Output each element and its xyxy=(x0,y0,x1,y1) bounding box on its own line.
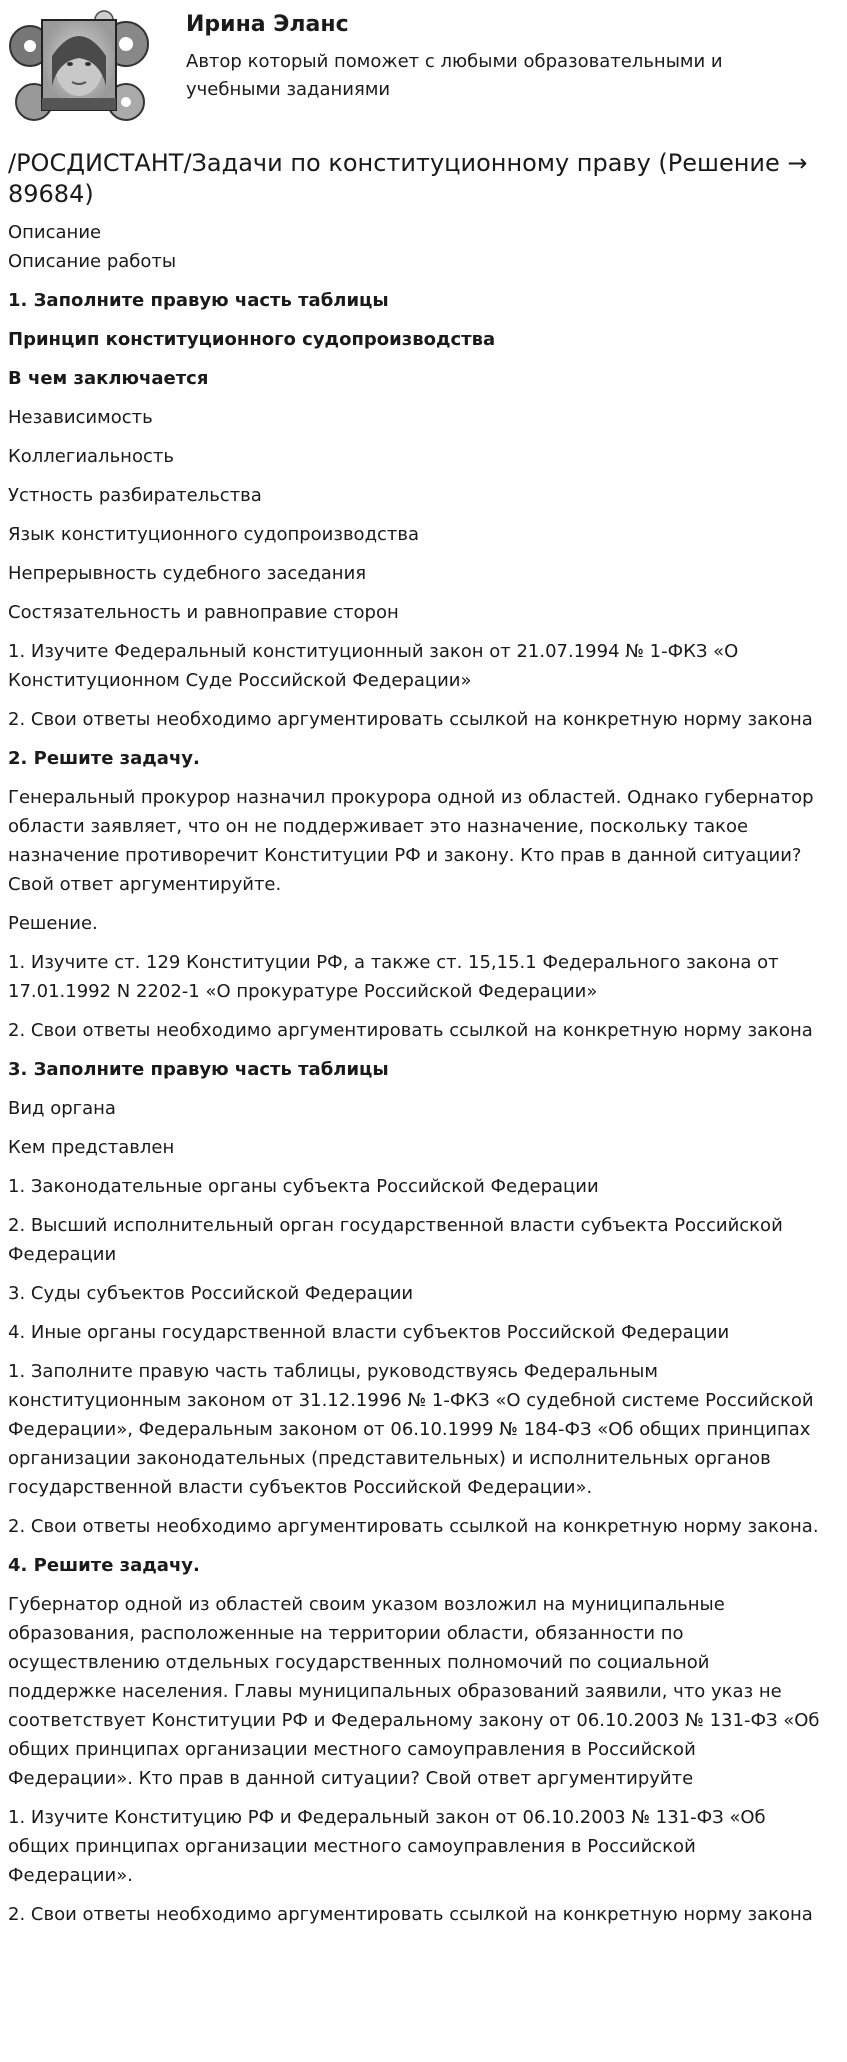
paragraph: 1. Изучите Федеральный конституционный закон от 21.07.1994 № 1-ФКЗ «О Конституционном Суде Российской Федерации» xyxy=(8,641,739,691)
paragraph: 2. Свои ответы необходимо аргументировать ссылкой на конкретную норму закона xyxy=(8,1020,813,1041)
task-heading: 2. Решите задачу. xyxy=(8,748,200,769)
author-avatar[interactable] xyxy=(8,6,150,124)
task-heading: В чем заключается xyxy=(8,368,209,389)
paragraph: 2. Свои ответы необходимо аргументировать ссылкой на конкретную норму закона. xyxy=(8,1516,819,1537)
work-content xyxy=(0,148,831,1929)
task-heading: 3. Заполните правую часть таблицы xyxy=(8,1059,389,1080)
author-description: Автор который поможет с любыми образовательными и учебными заданиями xyxy=(186,51,723,100)
paragraph: 1. Заполните правую часть таблицы, руководствуясь Федеральным конституционным законом от 31.12.1996 № 1-ФКЗ «О судебной системе Российской Федерации», Федеральным законом от 06.10.1999 № 184-ФЗ «Об общих принципах организации законодательных (представительных) и исполнительных органов государственной власти субъектов Российской Федерации». xyxy=(8,1361,814,1498)
tab-description[interactable]: Описание xyxy=(8,222,102,243)
author-card xyxy=(0,0,847,120)
paragraph: 3. Суды субъектов Российской Федерации xyxy=(8,1283,414,1304)
paragraph: Независимость xyxy=(8,407,153,428)
paragraph: Состязательность и равноправие сторон xyxy=(8,602,399,623)
paragraph: 2. Свои ответы необходимо аргументировать ссылкой на конкретную норму закона xyxy=(8,1904,813,1925)
paragraph: 4. Иные органы государственной власти субъектов Российской Федерации xyxy=(8,1322,730,1343)
paragraph: Язык конституционного судопроизводства xyxy=(8,524,420,545)
paragraph: Губернатор одной из областей своим указом возложил на муниципальные образования, расположенные на территории области, обязанности по осуществлению отдельных государственных полномочий по социальной поддержке населения. Главы муниципальных образований заявили, что указ не соответствует Конституции РФ и Федеральному закону от 06.10.2003 № 131-ФЗ «Об общих принципах организации местного самоуправления в Российской Федерации». Кто прав в данной ситуации? Свой ответ аргументируйте xyxy=(8,1594,820,1789)
paragraph: Коллегиальность xyxy=(8,446,174,467)
paragraph: 2. Высший исполнительный орган государственной власти субъекта Российской Федерации xyxy=(8,1215,783,1265)
section-heading: Описание работы xyxy=(8,251,177,272)
paragraph: Генеральный прокурор назначил прокурора одной из областей. Однако губернатор области заявляет, что он не поддерживает это назначение, поскольку такое назначение противоречит Конституции РФ и закону. Кто прав в данной ситуации? Свой ответ аргументируйте. xyxy=(8,787,814,895)
task-heading: 1. Заполните правую часть таблицы xyxy=(8,290,389,311)
paragraph: 2. Свои ответы необходимо аргументировать ссылкой на конкретную норму закона xyxy=(8,709,813,730)
page-title: /РОСДИСТАНТ/Задачи по конституционному праву (Решение → 89684) xyxy=(8,149,808,208)
paragraph: Устность разбирательства xyxy=(8,485,262,506)
paragraph: Кем представлен xyxy=(8,1137,175,1158)
task-heading: Принцип конституционного судопроизводства xyxy=(8,329,496,350)
paragraph: Непрерывность судебного заседания xyxy=(8,563,367,584)
paragraph: Вид органа xyxy=(8,1098,116,1119)
work-description xyxy=(8,286,823,1929)
paragraph: 1. Изучите ст. 129 Конституции РФ, а также ст. 15,15.1 Федерального закона от 17.01.1992 N 2202-1 «О прокуратуре Российской Федерации» xyxy=(8,952,779,1002)
author-name[interactable]: Ирина Эланс xyxy=(186,12,349,37)
paragraph: 1. Изучите Конституцию РФ и Федеральный закон от 06.10.2003 № 131-ФЗ «Об общих принципах организации местного самоуправления в Российской Федерации». xyxy=(8,1807,766,1886)
paragraph: 1. Законодательные органы субъекта Российской Федерации xyxy=(8,1176,599,1197)
paragraph: Решение. xyxy=(8,913,98,934)
task-heading: 4. Решите задачу. xyxy=(8,1555,200,1576)
